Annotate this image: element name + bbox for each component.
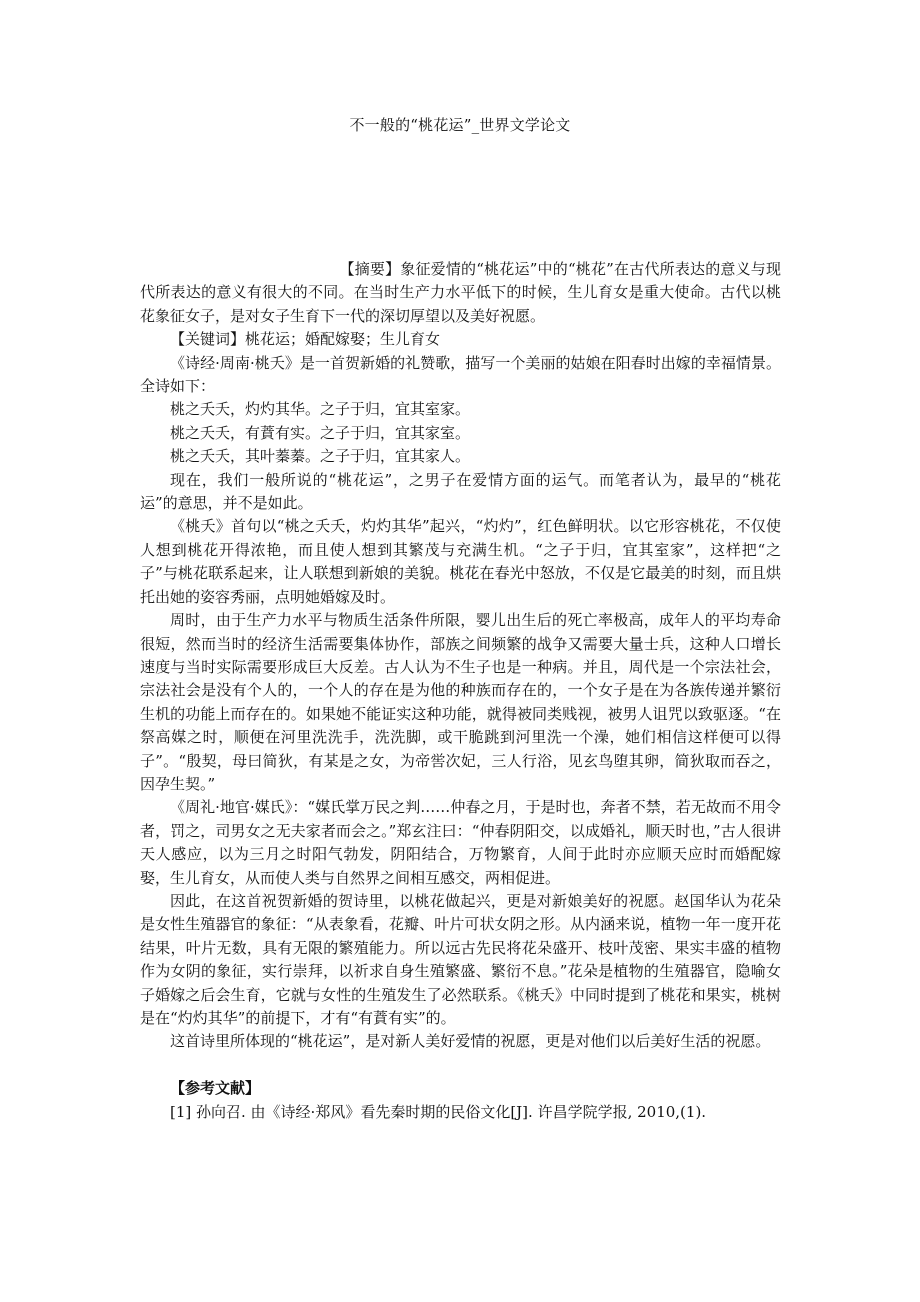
abstract-paragraph xyxy=(140,258,781,328)
keywords-label: 【关键词】 xyxy=(170,330,246,349)
keywords-paragraph xyxy=(140,328,781,351)
poem-line: 桃之夭夭，其叶蓁蓁。之子于归，宜其家人。 xyxy=(170,447,471,466)
body-paragraph: 《诗经·周南·桃夭》是一首贺新婚的礼赞歌，描写一个美丽的姑娘在阳春时出嫁的幸福情景。全诗如下： xyxy=(140,353,781,396)
body-paragraph: 这首诗里所体现的“桃花运”，是对新人美好爱情的祝愿，更是对他们以后美好生活的祝愿。 xyxy=(170,1032,771,1051)
body-paragraph: 因此，在这首祝贺新婚的贺诗里，以桃花做起兴，更是对新娘美好的祝愿。赵国华认为花朵是女性生殖器官的象征：“从表象看，花瓣、叶片可状女阴之形。从内涵来说，植物一年一度开花结果，叶片无数，具有无限的繁殖能力。所以远古先民将花朵盛开、枝叶茂密、果实丰盛的植物作为女阴的象征，实行崇拜，以祈求自身生殖繁盛、繁衍不息。”花朵是植物的生殖器官，隐喻女子婚嫁之后会生育，它就与女性的生殖发生了必然联系。《桃夭》中同时提到了桃花和果实，桃树是在“灼灼其华”的前提下，才有“有蕡有实”的。 xyxy=(140,891,781,1027)
abstract-label: 【摘要】 xyxy=(339,260,401,278)
body-paragraph: 现在，我们一般所说的“桃花运”，之男子在爱情方面的运气。而笔者认为，最早的“桃花运”的意思，并不是如此。 xyxy=(140,470,781,513)
keywords-text: 桃花运；婚配嫁娶；生儿育女 xyxy=(245,330,441,349)
body-paragraph: 《桃夭》首句以“桃之夭夭，灼灼其华”起兴，“灼灼”，红色鲜明状。以它形容桃花，不仅使人想到桃花开得浓艳，而且使人想到其繁茂与充满生机。“之子于归，宜其室家”，这样把“之子”与桃花联系起来，让人联想到新娘的美貌。桃花在春光中怒放，不仅是它最美的时刻，而且烘托出她的姿容秀丽，点明她婚嫁及时。 xyxy=(140,517,781,606)
poem-line: 桃之夭夭，灼灼其华。之子于归，宜其室家。 xyxy=(170,400,471,419)
reference-item: [1] 孙向召. 由《诗经·郑风》看先秦时期的民俗文化[J]. 许昌学院学报, 2010,(1). xyxy=(170,1102,707,1121)
references-heading: 【参考文献】 xyxy=(170,1079,261,1098)
body-paragraph: 《周礼·地官·媒氏》：“媒氏掌万民之判……仲春之月，于是时也，奔者不禁，若无故而不用令者，罚之，司男女之无夫家者而会之。”郑玄注曰：“仲春阴阳交，以成婚礼，顺天时也，”古人很讲天人感应，以为三月之时阳气勃发，阴阳结合，万物繁育，人间于此时亦应顺天应时而婚配嫁娶，生儿育女，从而使人类与自然界之间相互感交，两相促进。 xyxy=(140,798,781,887)
poem-line: 桃之夭夭，有蕡有实。之子于归，宜其家室。 xyxy=(170,423,471,442)
document-title: 不一般的“桃花运”_世界文学论文 xyxy=(349,116,571,134)
abstract-text: 象征爱情的“桃花运”中的“桃花”在古代所表达的意义与现代所表达的意义有很大的不同。在当时生产力水平低下的时候，生儿育女是重大使命。古代以桃花象征女子，是对女子生育下一代的深切厚望以及美好祝愿。 xyxy=(140,260,781,325)
body-paragraph: 周时，由于生产力水平与物质生活条件所限，婴儿出生后的死亡率极高，成年人的平均寿命很短，然而当时的经济生活需要集体协作，部族之间频繁的战争又需要大量士兵，这种人口增长速度与当时实际需要形成巨大反差。古人认为不生子也是一种病。并且，周代是一个宗法社会，宗法社会是没有个人的，一个人的存在是为他的种族而存在的，一个女子是在为各族传递并繁衍生机的功能上而存在的。如果她不能证实这种功能，就得被同类贱视，被男人诅咒以致驱逐。“在祭高媒之时，顺便在河里洗洗手，洗洗脚，或干脆跳到河里洗一个澡，她们相信这样便可以得子”。“殷契，母曰简狄，有某是之女，为帝喾次妃，三人行浴，见玄鸟堕其卵，简狄取而吞之，因孕生契。” xyxy=(140,611,781,793)
article-body xyxy=(140,258,781,1124)
